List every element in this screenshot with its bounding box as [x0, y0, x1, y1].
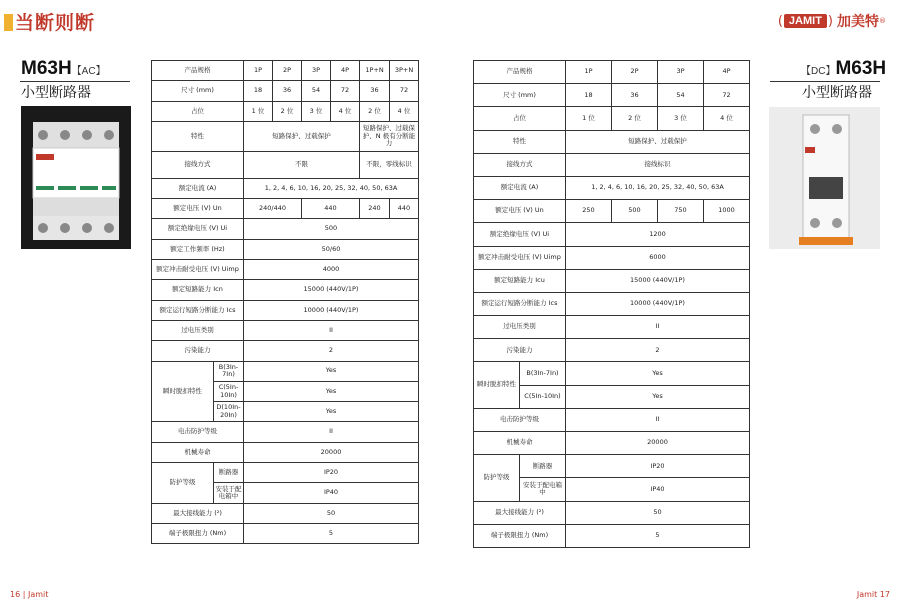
value-cell: 2P [612, 61, 658, 84]
value-cell: 50 [244, 503, 419, 523]
left-model-title: M63H【AC】 [21, 58, 106, 79]
left-product-photo [21, 106, 131, 249]
row-label: 额定短路能力 Icn [152, 280, 244, 300]
value-cell: 1P [244, 61, 273, 81]
row-label: 额定冲击耐受电压 (V) Uimp [152, 260, 244, 280]
value-cell: IP40 [566, 478, 750, 501]
value-cell: 20000 [244, 442, 419, 462]
table-row [474, 107, 750, 130]
value-cell: 240 [360, 199, 390, 219]
sub-label: B(3In-7In) [214, 361, 244, 381]
value-cell: 1, 2, 4, 6, 10, 16, 20, 25, 32, 40, 50, 63A [244, 178, 419, 198]
row-label: 额定工作频率 (Hz) [152, 239, 244, 259]
table-row [474, 501, 750, 524]
value-cell: 5 [566, 524, 750, 547]
left-model-tag: 【AC】 [71, 66, 106, 77]
table-row [474, 246, 750, 269]
value-cell: 3P+N [390, 61, 419, 81]
value-cell: 50/60 [244, 239, 419, 259]
value-cell: Yes [566, 362, 750, 385]
value-cell: IP20 [566, 455, 750, 478]
value-cell: 1 位 [566, 107, 612, 130]
page-header [0, 0, 900, 36]
row-label: 特性 [474, 130, 566, 153]
sub-label: 断路器 [214, 463, 244, 483]
value-cell: II [244, 422, 419, 442]
value-cell: 4 位 [704, 107, 750, 130]
row-label: 端子极限扭力 (Nm) [152, 523, 244, 543]
table-row [474, 130, 750, 153]
row-label: 尺寸 (mm) [474, 84, 566, 107]
row-label: 额定电流 (A) [152, 178, 244, 198]
value-cell: 3P [302, 61, 331, 81]
row-label: 额定电压 (V) Un [152, 199, 244, 219]
breaker-2p-icon [769, 107, 880, 249]
row-label: 机械寿命 [474, 432, 566, 455]
value-cell: 10000 (440V/1P) [566, 292, 750, 315]
value-cell: 短路保护、过载保护 [566, 130, 750, 153]
value-cell: 4P [704, 61, 750, 84]
value-cell: 2 位 [612, 107, 658, 130]
value-cell: 18 [244, 81, 273, 101]
row-label: 污染能力 [152, 341, 244, 361]
value-cell: 500 [244, 219, 419, 239]
left-subtitle: 小型断路器 [21, 85, 91, 101]
row-label: 电击防护等级 [474, 408, 566, 431]
table-row [152, 442, 419, 462]
table-row [474, 153, 750, 176]
sub-label: 安装于配电箱中 [520, 478, 566, 501]
row-label: 最大接线能力 (²) [152, 503, 244, 523]
value-cell: 72 [331, 81, 360, 101]
value-cell: II [566, 408, 750, 431]
table-row [152, 121, 419, 151]
row-label: 接线方式 [474, 153, 566, 176]
value-cell: 4 位 [331, 101, 360, 121]
table-row [152, 280, 419, 300]
slogan-mark-icon [4, 14, 13, 31]
value-cell: 4 位 [390, 101, 419, 121]
table-row [474, 362, 750, 385]
jamit-logo: JAMIT [784, 14, 827, 28]
value-cell: 短路保护、过载保护、N 极有分断能力 [360, 121, 419, 151]
row-label: 额定绝缘电压 (V) Ui [152, 219, 244, 239]
row-label: 过电压类别 [152, 320, 244, 340]
brand-name: 加美特 [837, 14, 879, 30]
row-label: 尺寸 (mm) [152, 81, 244, 101]
row-label: 额定绝缘电压 (V) Ui [474, 223, 566, 246]
value-cell: 18 [566, 84, 612, 107]
value-cell: 2 [244, 341, 419, 361]
value-cell: 20000 [566, 432, 750, 455]
table-row [152, 101, 419, 121]
sub-label: C(5In-10In) [520, 385, 566, 408]
right-model-tag: 【DC】 [801, 66, 836, 77]
row-label: 额定冲击耐受电压 (V) Uimp [474, 246, 566, 269]
row-label: 端子极限扭力 (Nm) [474, 524, 566, 547]
row-label: 额定短路能力 Icu [474, 269, 566, 292]
table-row [152, 341, 419, 361]
table-row [152, 239, 419, 259]
table-row [474, 292, 750, 315]
group-label: 瞬时脱扣特性 [474, 362, 520, 408]
table-row [152, 523, 419, 543]
table-row [474, 269, 750, 292]
row-label: 产品规格 [152, 61, 244, 81]
group-label: 瞬时脱扣特性 [152, 361, 214, 422]
page-number-left: 16 | Jamit [10, 590, 49, 599]
jamit-brand [777, 12, 886, 30]
value-cell: 72 [390, 81, 419, 101]
sub-label: C(5In-10In) [214, 381, 244, 401]
value-cell: 3P [658, 61, 704, 84]
right-product-photo [769, 107, 880, 249]
page-number-right: Jamit 17 [856, 590, 890, 599]
value-cell: 36 [273, 81, 302, 101]
value-cell: 240/440 [244, 199, 302, 219]
table-row [152, 151, 419, 178]
value-cell: 2 位 [273, 101, 302, 121]
sub-label: 安装于配电箱中 [214, 483, 244, 503]
value-cell: 72 [704, 84, 750, 107]
right-model-title: 【DC】M63H [801, 58, 887, 79]
value-cell: 36 [612, 84, 658, 107]
table-row [474, 408, 750, 431]
table-row [152, 199, 419, 219]
row-label: 额定电压 (V) Un [474, 200, 566, 223]
value-cell: 不限，零线标识 [360, 151, 419, 178]
table-row [152, 81, 419, 101]
table-row [474, 455, 750, 478]
bracket-right-icon: ) [827, 13, 833, 29]
right-subtitle: 小型断路器 [802, 85, 872, 101]
value-cell: 5 [244, 523, 419, 543]
table-row [152, 300, 419, 320]
table-row [152, 260, 419, 280]
value-cell: 54 [302, 81, 331, 101]
value-cell: 1P [566, 61, 612, 84]
value-cell: 1, 2, 4, 6, 10, 16, 20, 25, 32, 40, 50, 63A [566, 176, 750, 199]
table-row [474, 84, 750, 107]
row-label: 特性 [152, 121, 244, 151]
value-cell: 440 [390, 199, 419, 219]
value-cell: 接线标识 [566, 153, 750, 176]
value-cell: 10000 (440V/1P) [244, 300, 419, 320]
value-cell: 4000 [244, 260, 419, 280]
row-label: 产品规格 [474, 61, 566, 84]
value-cell: 2P [273, 61, 302, 81]
row-label: 过电压类别 [474, 316, 566, 339]
table-row [474, 432, 750, 455]
value-cell: IP20 [244, 463, 419, 483]
value-cell: 36 [360, 81, 390, 101]
table-row [474, 524, 750, 547]
value-cell: 750 [658, 200, 704, 223]
value-cell: Yes [244, 361, 419, 381]
left-spec-table [151, 60, 419, 544]
value-cell: 6000 [566, 246, 750, 269]
table-row [152, 503, 419, 523]
table-row [474, 339, 750, 362]
row-label: 占位 [152, 101, 244, 121]
row-label: 最大接线能力 (²) [474, 501, 566, 524]
value-cell: II [566, 316, 750, 339]
table-row [474, 316, 750, 339]
value-cell: 短路保护、过载保护 [244, 121, 360, 151]
breaker-4p-icon [21, 106, 131, 249]
table-row [474, 223, 750, 246]
row-label: 电击防护等级 [152, 422, 244, 442]
row-label: 额定运行短路分断能力 Ics [474, 292, 566, 315]
value-cell: 250 [566, 200, 612, 223]
sub-label: D(10In-20In) [214, 402, 244, 422]
value-cell: 50 [566, 501, 750, 524]
value-cell: IP40 [244, 483, 419, 503]
table-row [152, 463, 419, 483]
value-cell: 15000 (440V/1P) [244, 280, 419, 300]
table-row [152, 219, 419, 239]
value-cell: 15000 (440V/1P) [566, 269, 750, 292]
table-row [152, 361, 419, 381]
value-cell: 1 位 [244, 101, 273, 121]
table-row [474, 200, 750, 223]
value-cell: 1000 [704, 200, 750, 223]
slogan-logo: 当断则断 [4, 8, 95, 35]
value-cell: 3 位 [302, 101, 331, 121]
value-cell: Yes [244, 402, 419, 422]
table-row [152, 61, 419, 81]
value-cell: 54 [658, 84, 704, 107]
value-cell: 2 位 [360, 101, 390, 121]
value-cell: Yes [566, 385, 750, 408]
value-cell: 2 [566, 339, 750, 362]
row-label: 机械寿命 [152, 442, 244, 462]
sub-label: 断路器 [520, 455, 566, 478]
trademark: ® [879, 17, 886, 25]
value-cell: 1P+N [360, 61, 390, 81]
value-cell: 500 [612, 200, 658, 223]
group-label: 防护等级 [474, 455, 520, 501]
row-label: 额定电流 (A) [474, 176, 566, 199]
table-row [152, 422, 419, 442]
right-spec-table [473, 60, 750, 548]
row-label: 占位 [474, 107, 566, 130]
table-row [152, 178, 419, 198]
value-cell: 3 位 [658, 107, 704, 130]
group-label: 防护等级 [152, 463, 214, 504]
table-row [474, 61, 750, 84]
row-label: 污染能力 [474, 339, 566, 362]
row-label: 额定运行短路分断能力 Ics [152, 300, 244, 320]
value-cell: 不限 [244, 151, 360, 178]
value-cell: Yes [244, 381, 419, 401]
row-label: 接线方式 [152, 151, 244, 178]
sub-label: B(3In-7In) [520, 362, 566, 385]
value-cell: 4P [331, 61, 360, 81]
value-cell: 1200 [566, 223, 750, 246]
value-cell: II [244, 320, 419, 340]
value-cell: 440 [302, 199, 360, 219]
table-row [152, 320, 419, 340]
table-row [474, 176, 750, 199]
bracket-left-icon: ( [777, 13, 783, 29]
